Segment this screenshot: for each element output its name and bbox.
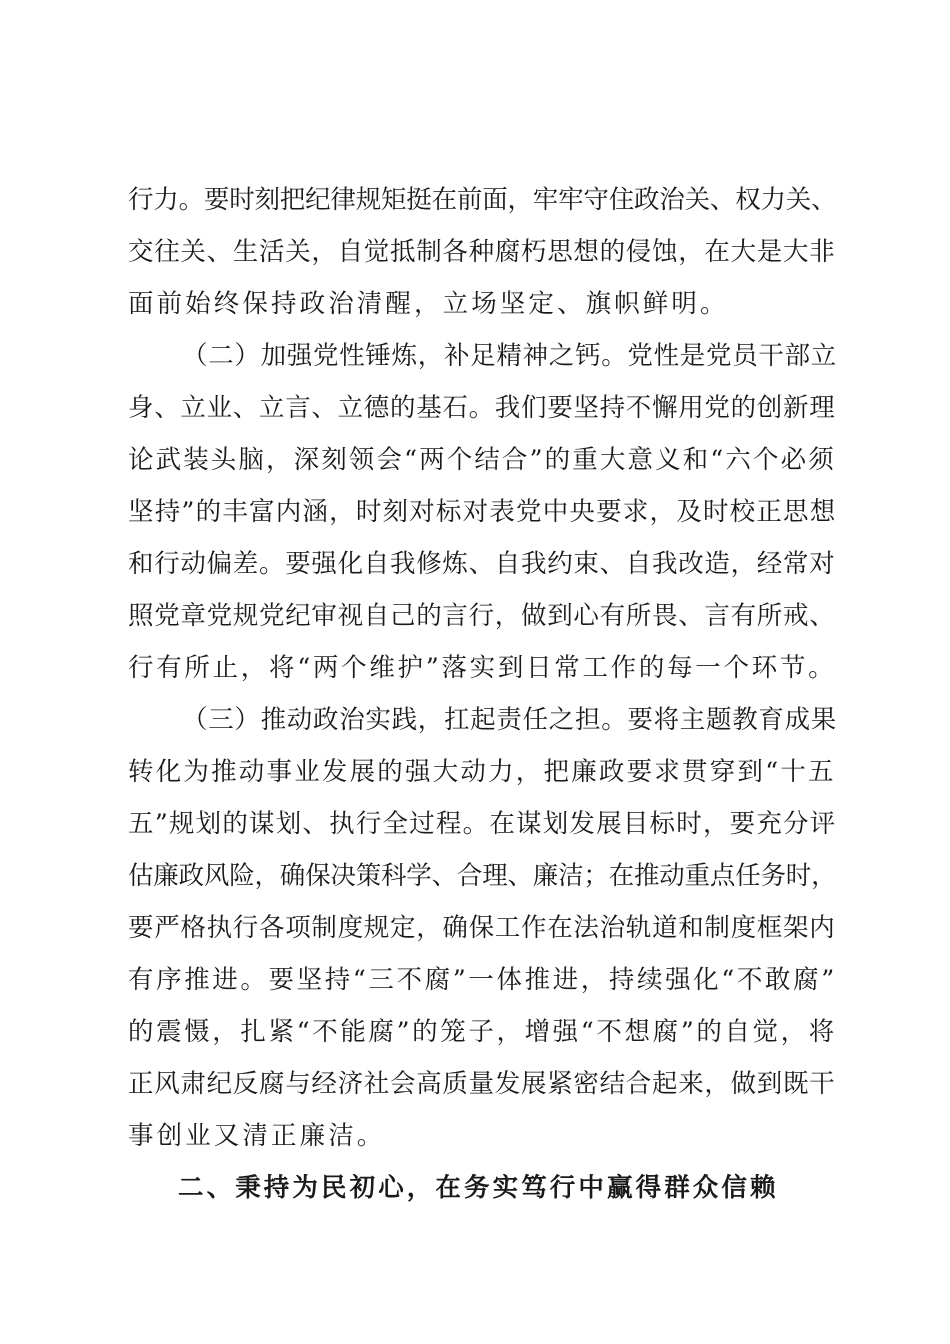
paragraph-line: 转化为推动事业发展的强大动力，把廉政要求贯穿到“十五 <box>128 757 836 787</box>
paragraph-line: 要严格执行各项制度规定，确保工作在法治轨道和制度框架内 <box>128 913 836 943</box>
paragraph-line: 事创业又清正廉洁。 <box>128 1121 386 1151</box>
paragraph-line: 坚持”的丰富内涵，时刻对标对表党中央要求，及时校正思想 <box>128 497 837 527</box>
paragraph-line: 身、立业、立言、立德的基石。我们要坚持不懈用党的创新理 <box>128 393 836 423</box>
paragraph-line: 照党章党规党纪审视自己的言行，做到心有所畏、言有所戒、 <box>128 601 836 631</box>
paragraph-line: （三）推动政治实践，扛起责任之担。要将主题教育成果 <box>182 705 838 735</box>
paragraph-line: 估廉政风险，确保决策科学、合理、廉洁；在推动重点任务时， <box>128 861 837 891</box>
paragraph-line: （二）加强党性锤炼，补足精神之钙。党性是党员干部立 <box>182 341 838 371</box>
paragraph-line: 行有所止，将“两个维护”落实到日常工作的每一个环节。 <box>128 653 837 683</box>
paragraph-line: 正风肃纪反腐与经济社会高质量发展紧密结合起来，做到既干 <box>128 1069 836 1099</box>
paragraph-line: 有序推进。要坚持“三不腐”一体推进，持续强化“不敢腐” <box>128 965 837 995</box>
paragraph-line: 的震慑，扎紧“不能腐”的笼子，增强“不想腐”的自觉，将 <box>128 1017 837 1047</box>
paragraph-line: 论武装头脑，深刻领会“两个结合”的重大意义和“六个必须 <box>128 445 836 475</box>
paragraph-line: 和行动偏差。要强化自我修炼、自我约束、自我改造，经常对 <box>128 549 836 579</box>
paragraph-line: 行力。要时刻把纪律规矩挺在前面，牢牢守住政治关、权力关、 <box>128 185 837 215</box>
paragraph-line: 交往关、生活关，自觉抵制各种腐朽思想的侵蚀，在大是大非 <box>128 237 836 267</box>
section-heading: 二、秉持为民初心，在务实笃行中赢得群众信赖 <box>178 1173 779 1203</box>
paragraph-line: 五”规划的谋划、执行全过程。在谋划发展目标时，要充分评 <box>128 809 837 839</box>
paragraph-line: 面前始终保持政治清醒，立场坚定、旗帜鲜明。 <box>128 289 729 319</box>
